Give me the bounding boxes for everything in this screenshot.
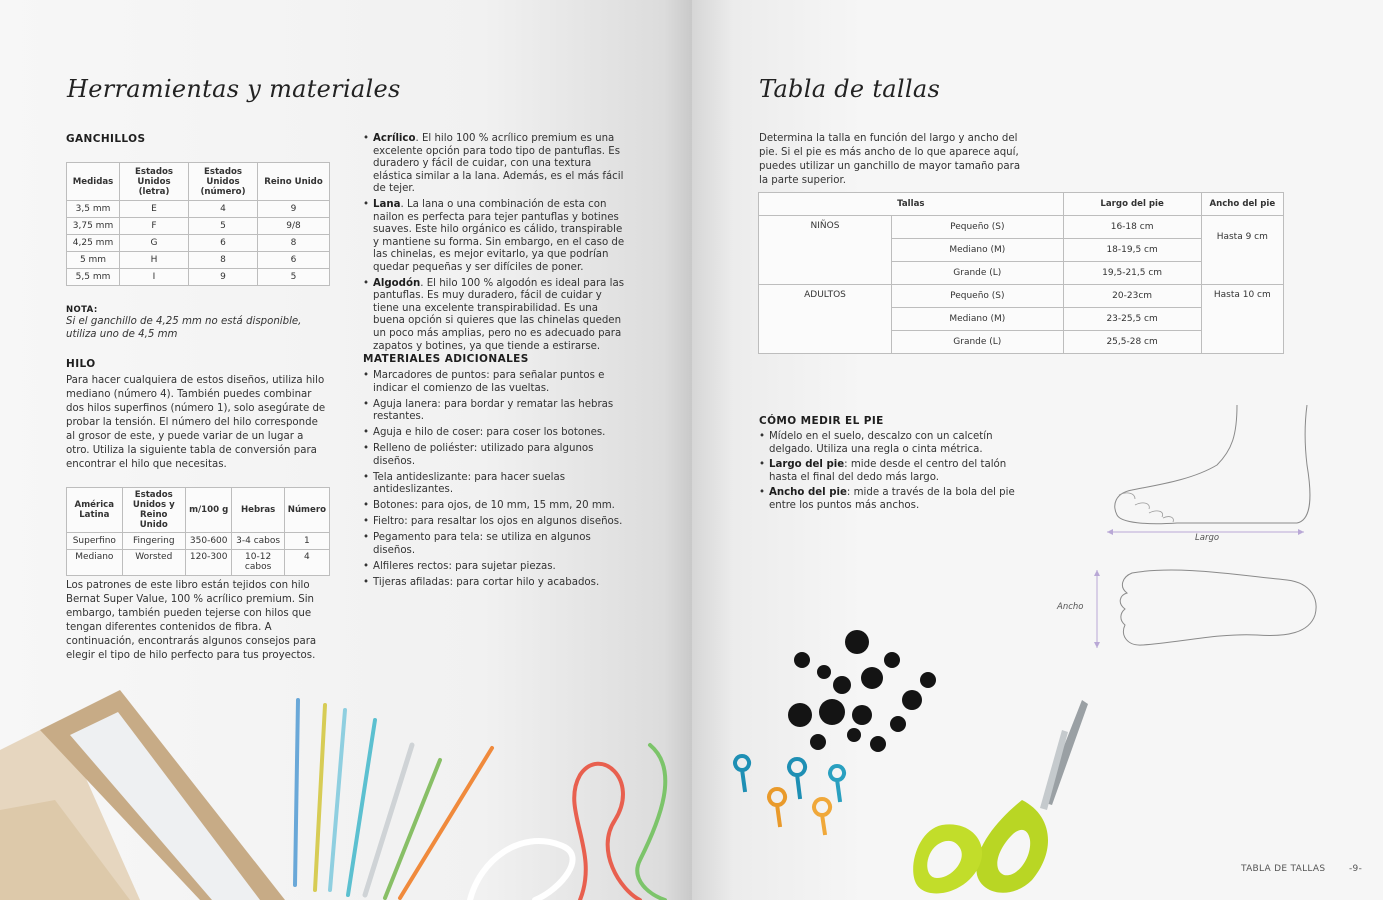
- cell: 350-600: [185, 533, 232, 550]
- fiber-list: [363, 133, 629, 353]
- fiber-name: Acrílico: [373, 133, 416, 144]
- black-buttons: [788, 630, 936, 752]
- hooks-table: [66, 162, 330, 286]
- cell: 4: [284, 550, 329, 576]
- marker-blue: [789, 759, 805, 799]
- cell: 25,5-28 cm: [1063, 331, 1201, 354]
- list-item: [759, 487, 1027, 512]
- stitch-markers: [735, 756, 844, 835]
- materiales-list: [363, 370, 631, 589]
- button: [890, 716, 906, 732]
- cell: Grande (L): [892, 331, 1064, 354]
- cell: 5 mm: [67, 252, 120, 269]
- cell: 5: [258, 269, 330, 286]
- size-table: [758, 192, 1284, 354]
- fiber-text: . El hilo 100 % acrílico premium es una excelente opción para todo tipo de pantuflas. Es duradero y fácil de cuidar, con una textura elástica similar a la lana. Además, es el más fácil de tejer.: [373, 133, 624, 195]
- button: [810, 734, 826, 750]
- yarn-header: América Latina: [67, 488, 123, 533]
- cell: 120-300: [185, 550, 232, 576]
- list-item: • Botones: para ojos, de 10 mm, 15 mm, 20 mm.: [363, 500, 631, 513]
- crochet-hooks: [295, 700, 492, 898]
- table-row: [67, 218, 330, 235]
- cell: Fingering: [122, 533, 185, 550]
- cell: H: [120, 252, 189, 269]
- cell: Hasta 10 cm: [1201, 285, 1283, 354]
- yarn-header: Número: [284, 488, 329, 533]
- marker-blue: [830, 766, 844, 802]
- right-page: [692, 0, 1383, 900]
- medir-bold: Ancho del pie: [769, 487, 847, 499]
- list-item: • Pegamento para tela: se utiliza en algunos diseños.: [363, 532, 631, 557]
- list-item: • Tela antideslizante: para hacer suelas antideslizantes.: [363, 472, 631, 497]
- button: [788, 703, 812, 727]
- cell: 1: [284, 533, 329, 550]
- table-row: [67, 269, 330, 286]
- list-item: • Alfileres rectos: para sujetar piezas.: [363, 561, 631, 574]
- cell: 9: [258, 201, 330, 218]
- cell: 9: [189, 269, 258, 286]
- cell: I: [120, 269, 189, 286]
- button: [817, 665, 831, 679]
- fiber-text: . El hilo 100 % algodón es ideal para las pantuflas. Es muy duradero, fácil de cuidar y tiene una excelente transpirabilidad. Es una buena opción si quieres que las chinelas queden un poco más amplias, pero no es adecuado para zapatos y botines, ya que tiende a estirarse.: [373, 277, 625, 352]
- button: [902, 690, 922, 710]
- list-item: • Marcadores de puntos: para señalar puntos e indicar el comienzo de las vueltas.: [363, 370, 631, 395]
- medir-heading: CÓMO MEDIR EL PIE: [759, 415, 884, 427]
- list-item: • Relleno de poliéster: utilizado para algunos diseños.: [363, 443, 631, 468]
- size-header: Largo del pie: [1063, 193, 1201, 216]
- page-number: -9-: [1349, 864, 1363, 874]
- cell: 5,5 mm: [67, 269, 120, 286]
- yarn-header: Estados Unidos y Reino Unido: [122, 488, 185, 533]
- cell: 6: [189, 235, 258, 252]
- hilo-text: Para hacer cualquiera de estos diseños, utiliza hilo mediano (número 4). También puedes combinar dos hilos superfinos (número 1), solo asegúrate de probar la tensión. El número del hilo corresponde al grosor de este, y puede variar de un lugar a otro. Utiliza la siguiente tabla de conversión para encontrar el hilo que necesitas.: [66, 375, 326, 470]
- cell: 6: [258, 252, 330, 269]
- toes: [1119, 493, 1173, 522]
- list-item: [363, 278, 629, 354]
- hook-yellow: [315, 705, 325, 890]
- nota-label: NOTA:: [66, 305, 98, 315]
- yarn-table: [66, 487, 330, 576]
- scissors-handle: [976, 800, 1048, 893]
- button: [847, 728, 861, 742]
- hooks-header: Reino Unido: [258, 163, 330, 201]
- yarn-header: m/100 g: [185, 488, 232, 533]
- strand-red: [574, 764, 640, 900]
- marker-orange: [814, 799, 830, 835]
- medir-list: [759, 431, 1027, 513]
- button: [852, 705, 872, 725]
- button: [884, 652, 900, 668]
- cell: 3-4 cabos: [232, 533, 284, 550]
- button: [819, 699, 845, 725]
- button: [861, 667, 883, 689]
- list-item: • Aguja e hilo de coser: para coser los botones.: [363, 427, 631, 440]
- marker-blue: [735, 756, 749, 792]
- cell: 5: [189, 218, 258, 235]
- notions-photo: [692, 620, 1382, 900]
- button: [920, 672, 936, 688]
- marker-orange: [769, 789, 785, 827]
- cell: 4,25 mm: [67, 235, 120, 252]
- table-row: [67, 252, 330, 269]
- cell: 9/8: [258, 218, 330, 235]
- page-title-left: Herramientas y materiales: [67, 75, 401, 103]
- label-ancho: Ancho: [1057, 602, 1084, 612]
- hilo-heading: HILO: [66, 358, 96, 370]
- list-item: • Fieltro: para resaltar los ojos en algunos diseños.: [363, 516, 631, 529]
- cell: 8: [258, 235, 330, 252]
- button: [845, 630, 869, 654]
- fiber-text: . La lana o una combinación de esta con nailon es perfecta para tejer pantuflas y botines suaves. Este hilo orgánico es cálido, transpirable y mantiene su forma. Sin embargo, en el caso de las chinelas, es mejor evitarlo, ya que podrían quedar pequeñas y ser difíciles de poner.: [373, 198, 625, 273]
- cell: Pequeño (S): [892, 216, 1064, 239]
- group-label: NIÑOS: [759, 216, 892, 285]
- yarn-header: Hebras: [232, 488, 284, 533]
- tools-photo: [0, 660, 692, 900]
- cell: 16-18 cm: [1063, 216, 1201, 239]
- cell: Grande (L): [892, 262, 1064, 285]
- table-row: [67, 550, 330, 576]
- arrow-head-top: [1094, 570, 1100, 576]
- cell: Superfino: [67, 533, 123, 550]
- list-item: [759, 431, 1027, 456]
- medir-text: Mídelo en el suelo, descalzo con un calcetín delgado. Utiliza una regla o cinta métrica.: [769, 431, 993, 455]
- hook-teal: [330, 710, 345, 890]
- footer-section: TABLA DE TALLAS: [1241, 864, 1326, 874]
- hook-silver: [365, 745, 412, 895]
- hooks-header: Estados Unidos (letra): [120, 163, 189, 201]
- size-header: Ancho del pie: [1201, 193, 1283, 216]
- arrow-head-right: [1298, 529, 1304, 535]
- cell: 19,5-21,5 cm: [1063, 262, 1201, 285]
- button: [870, 736, 886, 752]
- size-header: Tallas: [759, 193, 1064, 216]
- fiber-name: Algodón: [373, 277, 421, 289]
- page-title-right: Tabla de tallas: [759, 75, 941, 103]
- hooks-header: Medidas: [67, 163, 120, 201]
- label-largo: Largo: [1195, 533, 1220, 543]
- list-item: [363, 133, 629, 196]
- cell: Pequeño (S): [892, 285, 1064, 308]
- hook-blue: [295, 700, 298, 885]
- nota-text: Si el ganchillo de 4,25 mm no está disponible, utiliza uno de 4,5 mm: [66, 316, 302, 340]
- table-row: [759, 285, 1284, 308]
- table-row: [67, 235, 330, 252]
- fiber-name: Lana: [373, 198, 401, 210]
- cell: Mediano (M): [892, 239, 1064, 262]
- cell: Mediano: [67, 550, 123, 576]
- medir-bold: Largo del pie: [769, 459, 845, 471]
- cell: 3,75 mm: [67, 218, 120, 235]
- cell: Worsted: [122, 550, 185, 576]
- cell: 20-23cm: [1063, 285, 1201, 308]
- list-item: [363, 199, 629, 275]
- yarn-strands: [470, 745, 665, 900]
- cell: 8: [189, 252, 258, 269]
- foot-outline: [1115, 405, 1310, 524]
- intro-text: Determina la talla en función del largo y ancho del pie. Si el pie es más ancho de lo que aparece aquí, puedes utilizar un ganchillo de mayor tamaño para la parte superior.: [759, 133, 1021, 186]
- cell: E: [120, 201, 189, 218]
- cell: G: [120, 235, 189, 252]
- list-item: [759, 459, 1027, 484]
- scissors: [913, 700, 1088, 893]
- cell: 10-12 cabos: [232, 550, 284, 576]
- group-label: ADULTOS: [759, 285, 892, 354]
- cell: Hasta 9 cm: [1201, 216, 1283, 285]
- ganchillos-heading: GANCHILLOS: [66, 133, 146, 145]
- cell: 18-19,5 cm: [1063, 239, 1201, 262]
- list-item: • Tijeras afiladas: para cortar hilo y acabados.: [363, 577, 631, 590]
- arrow-head-left: [1107, 529, 1113, 535]
- strand-white: [470, 841, 573, 900]
- cell: Mediano (M): [892, 308, 1064, 331]
- patterns-text: Los patrones de este libro están tejidos con hilo Bernat Super Value, 100 % acrílico premium. Sin embargo, también pueden tejerse con hilos que tengan diferentes contenidos de fibra. A continuación, encontrarás algunos consejos para elegir el tipo de hilo perfecto para tus proyectos.: [66, 580, 317, 661]
- button: [794, 652, 810, 668]
- strand-green: [637, 745, 665, 900]
- medir-text: : mide a través de la bola del pie entre los puntos más anchos.: [769, 487, 1015, 511]
- table-row: [67, 533, 330, 550]
- list-item: • Aguja lanera: para bordar y rematar las hebras restantes.: [363, 399, 631, 424]
- cell: 23-25,5 cm: [1063, 308, 1201, 331]
- hooks-header: Estados Unidos (número): [189, 163, 258, 201]
- cell: 3,5 mm: [67, 201, 120, 218]
- materiales-heading: MATERIALES ADICIONALES: [363, 353, 529, 365]
- cell: 4: [189, 201, 258, 218]
- scissors-handle: [913, 824, 982, 893]
- cell: F: [120, 218, 189, 235]
- table-row: [759, 216, 1284, 239]
- medir-text: : mide desde el centro del talón hasta el final del dedo más largo.: [769, 459, 1007, 483]
- table-row: [67, 201, 330, 218]
- button: [833, 676, 851, 694]
- foot-side-diagram: [1107, 405, 1322, 540]
